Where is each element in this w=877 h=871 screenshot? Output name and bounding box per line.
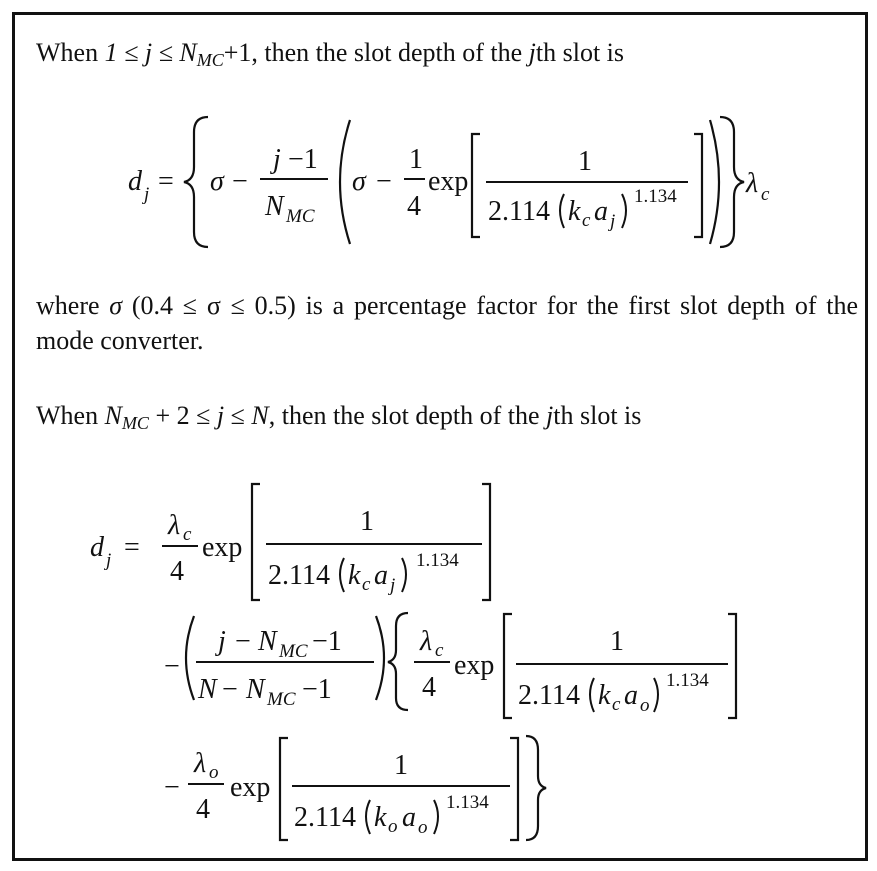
svg-text:λ: λ xyxy=(194,748,207,779)
svg-text:a: a xyxy=(374,560,388,591)
svg-text:−1: −1 xyxy=(312,626,342,657)
text-slot-2: th slot is xyxy=(553,401,642,430)
svg-text:−: − xyxy=(164,651,180,682)
svg-text:a: a xyxy=(624,680,638,711)
svg-text:c: c xyxy=(612,694,621,715)
svg-text:o: o xyxy=(418,817,428,838)
svg-text:=: = xyxy=(158,166,174,197)
svg-text:j: j xyxy=(106,550,112,571)
text-when-2: When xyxy=(36,401,99,430)
svg-text:−: − xyxy=(164,772,180,803)
svg-text:MC: MC xyxy=(286,206,315,227)
svg-text:2.114: 2.114 xyxy=(268,560,330,591)
equation-2 xyxy=(90,478,790,848)
svg-text:1.134: 1.134 xyxy=(446,792,489,813)
svg-text:o: o xyxy=(209,762,219,783)
j-italic-2: j xyxy=(546,401,554,430)
svg-text:exp: exp xyxy=(230,772,271,803)
svg-text:d: d xyxy=(128,166,142,197)
svg-text:1: 1 xyxy=(610,626,624,657)
svg-text:−1: −1 xyxy=(302,674,332,705)
text-when-1: When xyxy=(36,38,99,67)
svg-text:o: o xyxy=(640,695,650,716)
svg-text:−: − xyxy=(235,626,251,657)
svg-text:c: c xyxy=(761,184,770,205)
svg-text:1: 1 xyxy=(578,146,592,177)
svg-text:N: N xyxy=(246,674,265,705)
range-1: $1 \le j \le N_{MC}$ xyxy=(104,38,224,70)
svg-text:a: a xyxy=(402,802,416,833)
text-then-2: , then the slot depth of the xyxy=(268,401,540,430)
svg-text:N: N xyxy=(265,191,284,222)
svg-text:σ: σ xyxy=(210,166,224,197)
svg-text:MC: MC xyxy=(267,689,296,710)
svg-text:j: j xyxy=(218,626,226,657)
paragraph-1 xyxy=(36,35,624,70)
svg-text:c: c xyxy=(362,574,371,595)
svg-text:1: 1 xyxy=(360,506,374,537)
svg-text:N: N xyxy=(198,674,217,705)
svg-text:j: j xyxy=(273,144,281,175)
svg-text:j: j xyxy=(144,184,150,205)
svg-text:exp: exp xyxy=(202,532,243,563)
svg-text:o: o xyxy=(388,816,398,837)
svg-text:=: = xyxy=(124,532,140,563)
sigma-symbol: σ xyxy=(109,291,123,320)
svg-text:−: − xyxy=(222,674,238,705)
svg-text:4: 4 xyxy=(407,191,421,222)
svg-text:1.134: 1.134 xyxy=(666,670,709,691)
svg-text:4: 4 xyxy=(196,794,210,825)
svg-text:exp: exp xyxy=(428,166,469,197)
svg-text:j: j xyxy=(610,211,616,232)
svg-text:σ: σ xyxy=(352,166,366,197)
j-italic-1: j xyxy=(528,38,536,67)
svg-text:λ: λ xyxy=(168,510,181,541)
svg-text:−: − xyxy=(376,166,392,197)
svg-text:k: k xyxy=(568,196,581,227)
paragraph-3 xyxy=(36,398,641,433)
svg-text:1: 1 xyxy=(394,750,408,781)
plus-one: +1 xyxy=(223,38,252,67)
sigma-range: (0.4 ≤ σ ≤ 0.5) xyxy=(131,291,296,320)
equation-2-graphic xyxy=(90,478,790,848)
svg-text:1.134: 1.134 xyxy=(634,186,677,207)
svg-text:c: c xyxy=(435,640,444,661)
svg-text:j: j xyxy=(390,575,396,596)
text-then-1: , then the slot depth of the xyxy=(251,38,523,67)
svg-text:k: k xyxy=(598,680,611,711)
svg-text:exp: exp xyxy=(454,650,495,681)
range-2: $N_{MC}$ xyxy=(104,401,149,433)
svg-text:d: d xyxy=(90,532,104,563)
svg-text:c: c xyxy=(582,210,591,231)
svg-text:MC: MC xyxy=(279,641,308,662)
svg-text:k: k xyxy=(374,802,387,833)
text-slot-1: th slot is xyxy=(535,38,625,67)
equation-1-graphic xyxy=(128,112,788,252)
svg-text:2.114: 2.114 xyxy=(294,802,356,833)
svg-text:−1: −1 xyxy=(288,144,318,175)
range-2b: + 2 ≤ j ≤ N xyxy=(155,401,269,430)
svg-text:c: c xyxy=(183,524,192,545)
svg-text:N: N xyxy=(258,626,277,657)
svg-text:2.114: 2.114 xyxy=(488,196,550,227)
svg-text:a: a xyxy=(594,196,608,227)
svg-text:4: 4 xyxy=(170,556,184,587)
text-percentage-factor: is a percentage factor for the first slot depth of the mode converter. xyxy=(36,291,859,355)
svg-text:4: 4 xyxy=(422,672,436,703)
paragraph-2 xyxy=(36,288,858,358)
svg-text:−: − xyxy=(232,166,248,197)
svg-text:λ: λ xyxy=(420,626,433,657)
svg-text:1: 1 xyxy=(409,144,423,175)
svg-text:k: k xyxy=(348,560,361,591)
svg-text:2.114: 2.114 xyxy=(518,680,580,711)
text-where: where xyxy=(36,291,100,320)
svg-text:1.134: 1.134 xyxy=(416,550,459,571)
svg-text:λ: λ xyxy=(746,168,759,199)
